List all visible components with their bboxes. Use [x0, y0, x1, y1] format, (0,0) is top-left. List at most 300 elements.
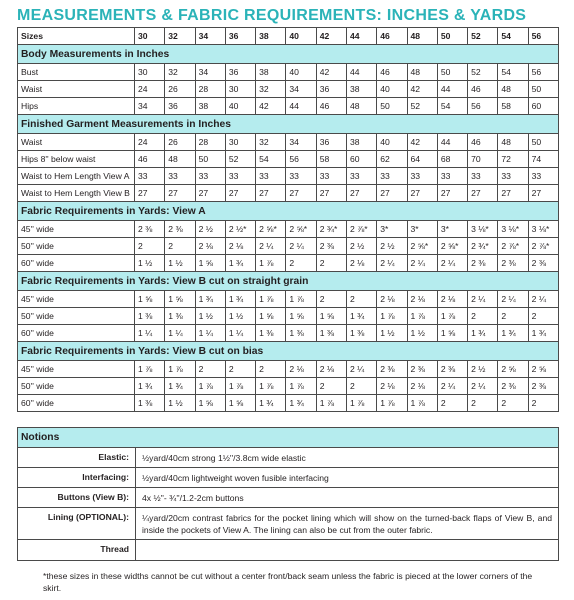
row-label: 60'' wide	[18, 395, 135, 412]
table-cell: 1 ⅝	[195, 255, 225, 272]
table-cell: 2	[346, 291, 376, 308]
table-cell: 2	[528, 308, 558, 325]
table-cell: 1 ⅞	[437, 308, 467, 325]
notion-value: ¼yard/20cm contrast fabrics for the pocket lining which will show on the turned-back flaps of View B, and inside the pockets of View A. The lining can also be cut from the outer fabric.	[136, 508, 559, 540]
table-cell: 33	[195, 168, 225, 185]
row-label: Hips	[18, 98, 135, 115]
table-cell: 36	[316, 134, 346, 151]
table-cell: 2 ⅝*	[286, 221, 316, 238]
table-cell: 27	[195, 185, 225, 202]
table-cell: 1 ⅞	[165, 361, 195, 378]
table-cell: 46	[316, 98, 346, 115]
table-cell: 1 ⅞	[407, 308, 437, 325]
table-cell: 2	[316, 378, 346, 395]
row-label: 60'' wide	[18, 255, 135, 272]
table-row	[18, 378, 559, 395]
table-cell: 33	[286, 168, 316, 185]
table-cell: 1 ¾	[256, 395, 286, 412]
table-cell: 1 ⅝	[316, 308, 346, 325]
table-cell: 24	[135, 134, 165, 151]
table-cell: 64	[407, 151, 437, 168]
table-cell: 33	[377, 168, 407, 185]
table-cell: 1 ½	[407, 325, 437, 342]
size-column-header: 34	[195, 28, 225, 45]
notion-row	[18, 448, 559, 468]
table-cell: 2 ½	[195, 221, 225, 238]
table-cell: 2 ¼	[286, 238, 316, 255]
table-cell: 50	[377, 98, 407, 115]
table-cell: 1 ¾	[468, 325, 498, 342]
size-column-header: 36	[225, 28, 255, 45]
table-cell: 42	[407, 81, 437, 98]
row-label: 45'' wide	[18, 291, 135, 308]
table-cell: 52	[468, 64, 498, 81]
table-cell: 3*	[437, 221, 467, 238]
table-cell: 33	[346, 168, 376, 185]
section-header-row	[18, 272, 559, 291]
table-cell: 1 ½	[377, 325, 407, 342]
section-title: Fabric Requirements in Yards: View A	[18, 202, 559, 221]
sizes-header-row	[18, 28, 559, 45]
table-cell: 58	[316, 151, 346, 168]
notion-row	[18, 540, 559, 561]
size-column-header: 54	[498, 28, 528, 45]
table-cell: 1 ¾	[195, 291, 225, 308]
table-cell: 1 ⅝	[256, 308, 286, 325]
row-label: Waist	[18, 81, 135, 98]
table-cell: 2 ¼	[498, 291, 528, 308]
table-cell: 2	[498, 308, 528, 325]
table-cell: 33	[256, 168, 286, 185]
table-cell: 1 ⅞	[256, 291, 286, 308]
table-cell: 2 ¼	[468, 291, 498, 308]
table-cell: 33	[135, 168, 165, 185]
table-cell: 40	[286, 64, 316, 81]
table-cell: 27	[407, 185, 437, 202]
table-cell: 27	[316, 185, 346, 202]
table-cell: 50	[528, 81, 558, 98]
table-cell: 48	[498, 81, 528, 98]
table-cell: 1 ⅝	[437, 325, 467, 342]
table-cell: 72	[498, 151, 528, 168]
size-column-header: 38	[256, 28, 286, 45]
table-cell: 1 ⅝	[286, 308, 316, 325]
table-cell: 1 ⅜	[286, 325, 316, 342]
table-row	[18, 98, 559, 115]
table-cell: 38	[195, 98, 225, 115]
table-cell: 2 ¼	[377, 255, 407, 272]
table-cell: 33	[407, 168, 437, 185]
table-cell: 46	[468, 134, 498, 151]
table-row	[18, 151, 559, 168]
table-cell: 2 ⅜	[165, 221, 195, 238]
table-row	[18, 168, 559, 185]
notion-value: ½yard/40cm lightweight woven fusible interfacing	[136, 468, 559, 488]
table-cell: 34	[286, 81, 316, 98]
table-cell: 54	[498, 64, 528, 81]
section-header-row	[18, 342, 559, 361]
table-cell: 2 ¼	[437, 255, 467, 272]
notion-value	[136, 540, 559, 561]
size-column-header: 40	[286, 28, 316, 45]
table-cell: 1 ¾	[498, 325, 528, 342]
table-cell: 1 ½	[165, 255, 195, 272]
table-cell: 38	[256, 64, 286, 81]
sizes-header-label: Sizes	[18, 28, 135, 45]
table-cell: 2 ¼	[407, 255, 437, 272]
table-cell: 1 ¾	[346, 308, 376, 325]
table-cell: 2 ⅝*	[437, 238, 467, 255]
table-cell: 1 ⅞	[377, 395, 407, 412]
table-cell: 1 ¾	[135, 378, 165, 395]
table-cell: 1 ½	[165, 395, 195, 412]
notion-label: Elastic:	[18, 448, 136, 468]
table-row	[18, 361, 559, 378]
section-title: Body Measurements in Inches	[18, 45, 559, 64]
table-cell: 1 ⅞	[225, 378, 255, 395]
table-cell: 3*	[407, 221, 437, 238]
table-cell: 2 ½	[377, 238, 407, 255]
table-cell: 44	[346, 64, 376, 81]
table-cell: 48	[346, 98, 376, 115]
table-cell: 54	[437, 98, 467, 115]
table-cell: 46	[377, 64, 407, 81]
table-cell: 1 ¾	[528, 325, 558, 342]
table-cell: 2 ⅜	[437, 361, 467, 378]
table-cell: 2 ⅛	[437, 291, 467, 308]
row-label: Waist	[18, 134, 135, 151]
table-cell: 3 ⅛*	[528, 221, 558, 238]
table-cell: 27	[528, 185, 558, 202]
table-cell: 3 ⅛*	[468, 221, 498, 238]
notions-table	[17, 427, 559, 561]
table-cell: 50	[195, 151, 225, 168]
table-row	[18, 325, 559, 342]
table-cell: 2 ⅛	[286, 361, 316, 378]
table-cell: 2 ¼	[437, 378, 467, 395]
table-cell: 1 ¼	[135, 325, 165, 342]
table-cell: 2	[195, 361, 225, 378]
table-cell: 58	[498, 98, 528, 115]
table-cell: 2	[316, 291, 346, 308]
table-cell: 27	[256, 185, 286, 202]
table-cell: 2 ⅞*	[498, 238, 528, 255]
table-cell: 48	[498, 134, 528, 151]
table-cell: 2 ⅝	[528, 361, 558, 378]
table-cell: 3*	[377, 221, 407, 238]
table-cell: 2	[256, 361, 286, 378]
size-column-header: 56	[528, 28, 558, 45]
table-cell: 1 ⅝	[165, 291, 195, 308]
table-cell: 1 ¼	[165, 325, 195, 342]
table-cell: 2 ⅜	[135, 221, 165, 238]
table-cell: 28	[195, 81, 225, 98]
table-cell: 46	[468, 81, 498, 98]
table-cell: 2	[225, 361, 255, 378]
notion-value: 4x ½''- ¾''/1.2-2cm buttons	[136, 488, 559, 508]
table-cell: 27	[437, 185, 467, 202]
table-cell: 2 ¼	[256, 238, 286, 255]
page-title: MEASUREMENTS & FABRIC REQUIREMENTS: INCHES & YARDS	[17, 7, 527, 24]
table-cell: 2	[165, 238, 195, 255]
table-cell: 2 ⅝	[498, 361, 528, 378]
size-column-header: 32	[165, 28, 195, 45]
table-cell: 2 ⅛	[316, 361, 346, 378]
table-cell: 2 ⅜	[498, 378, 528, 395]
table-cell: 33	[165, 168, 195, 185]
size-column-header: 52	[468, 28, 498, 45]
size-column-header: 46	[377, 28, 407, 45]
table-row	[18, 395, 559, 412]
table-cell: 2 ⅜	[528, 378, 558, 395]
table-cell: 46	[135, 151, 165, 168]
table-cell: 1 ¼	[225, 325, 255, 342]
table-cell: 2 ¼	[528, 291, 558, 308]
table-row	[18, 81, 559, 98]
table-cell: 52	[225, 151, 255, 168]
table-cell: 27	[346, 185, 376, 202]
table-cell: 1 ⅞	[135, 361, 165, 378]
table-cell: 42	[316, 64, 346, 81]
table-cell: 33	[225, 168, 255, 185]
size-column-header: 48	[407, 28, 437, 45]
size-column-header: 44	[346, 28, 376, 45]
table-cell: 56	[286, 151, 316, 168]
section-title: Finished Garment Measurements in Inches	[18, 115, 559, 134]
row-label: 50'' wide	[18, 308, 135, 325]
table-cell: 50	[528, 134, 558, 151]
table-cell: 24	[135, 81, 165, 98]
table-cell: 1 ¾	[286, 395, 316, 412]
table-cell: 56	[468, 98, 498, 115]
table-cell: 1 ⅞	[195, 378, 225, 395]
table-cell: 3 ⅛*	[498, 221, 528, 238]
table-cell: 44	[437, 134, 467, 151]
table-row	[18, 255, 559, 272]
notions-header-row	[18, 428, 559, 448]
notion-label: Buttons (View B):	[18, 488, 136, 508]
table-cell: 1 ⅝	[135, 291, 165, 308]
table-cell: 2	[286, 255, 316, 272]
notion-row	[18, 488, 559, 508]
table-cell: 2 ⅛	[195, 238, 225, 255]
table-row	[18, 221, 559, 238]
table-cell: 44	[286, 98, 316, 115]
table-cell: 1 ⅝	[225, 395, 255, 412]
table-cell: 33	[437, 168, 467, 185]
table-cell: 33	[468, 168, 498, 185]
table-cell: 1 ⅝	[195, 395, 225, 412]
table-cell: 2 ⅛	[407, 378, 437, 395]
table-cell: 1 ⅞	[286, 378, 316, 395]
table-cell: 2 ⅜	[316, 238, 346, 255]
section-header-row	[18, 45, 559, 64]
table-cell: 36	[225, 64, 255, 81]
table-cell: 2 ⅜	[498, 255, 528, 272]
table-cell: 40	[377, 134, 407, 151]
table-cell: 54	[256, 151, 286, 168]
table-cell: 52	[407, 98, 437, 115]
table-cell: 1 ⅞	[256, 255, 286, 272]
table-cell: 2	[316, 255, 346, 272]
table-cell: 1 ⅜	[256, 325, 286, 342]
table-cell: 27	[225, 185, 255, 202]
table-cell: 50	[437, 64, 467, 81]
notion-value: ½yard/40cm strong 1½''/3.8cm wide elastic	[136, 448, 559, 468]
table-cell: 1 ⅜	[346, 325, 376, 342]
table-cell: 1 ¾	[225, 291, 255, 308]
row-label: 45'' wide	[18, 221, 135, 238]
table-cell: 1 ¼	[195, 325, 225, 342]
table-row	[18, 134, 559, 151]
table-cell: 30	[225, 81, 255, 98]
table-cell: 2 ¼	[468, 378, 498, 395]
table-cell: 56	[528, 64, 558, 81]
table-cell: 60	[528, 98, 558, 115]
table-row	[18, 308, 559, 325]
table-cell: 2 ¾*	[468, 238, 498, 255]
table-cell: 2 ½*	[225, 221, 255, 238]
notion-label: Interfacing:	[18, 468, 136, 488]
table-cell: 74	[528, 151, 558, 168]
row-label: 50'' wide	[18, 378, 135, 395]
table-cell: 42	[256, 98, 286, 115]
table-cell: 62	[377, 151, 407, 168]
table-cell: 2	[468, 308, 498, 325]
table-cell: 1 ½	[135, 255, 165, 272]
row-label: Bust	[18, 64, 135, 81]
table-cell: 2 ¼	[346, 361, 376, 378]
table-row	[18, 64, 559, 81]
table-cell: 38	[346, 134, 376, 151]
table-cell: 2 ⅝*	[256, 221, 286, 238]
table-cell: 2 ⅝*	[407, 238, 437, 255]
table-cell: 42	[407, 134, 437, 151]
table-cell: 28	[195, 134, 225, 151]
table-cell: 1 ⅞	[316, 395, 346, 412]
table-cell: 2 ¾*	[316, 221, 346, 238]
table-cell: 2 ⅛	[225, 238, 255, 255]
table-cell: 1 ⅞	[407, 395, 437, 412]
table-cell: 33	[528, 168, 558, 185]
table-cell: 1 ¾	[165, 378, 195, 395]
size-column-header: 30	[135, 28, 165, 45]
table-cell: 2 ⅛	[407, 291, 437, 308]
table-cell: 26	[165, 81, 195, 98]
table-cell: 40	[377, 81, 407, 98]
table-cell: 2 ⅜	[407, 361, 437, 378]
table-cell: 34	[286, 134, 316, 151]
table-cell: 34	[135, 98, 165, 115]
notion-row	[18, 468, 559, 488]
table-cell: 33	[316, 168, 346, 185]
table-cell: 1 ⅞	[256, 378, 286, 395]
table-cell: 2	[498, 395, 528, 412]
table-cell: 2 ⅜	[528, 255, 558, 272]
table-cell: 34	[195, 64, 225, 81]
section-title: Fabric Requirements in Yards: View B cut on straight grain	[18, 272, 559, 291]
row-label: 45'' wide	[18, 361, 135, 378]
table-cell: 70	[468, 151, 498, 168]
table-cell: 1 ⅞	[377, 308, 407, 325]
size-column-header: 42	[316, 28, 346, 45]
table-cell: 27	[135, 185, 165, 202]
table-row	[18, 185, 559, 202]
table-cell: 2	[468, 395, 498, 412]
row-label: Waist to Hem Length View B	[18, 185, 135, 202]
table-cell: 1 ¾	[225, 255, 255, 272]
section-header-row	[18, 202, 559, 221]
table-cell: 32	[256, 134, 286, 151]
row-label: 50'' wide	[18, 238, 135, 255]
table-cell: 30	[135, 64, 165, 81]
table-cell: 60	[346, 151, 376, 168]
notion-row	[18, 508, 559, 540]
table-cell: 27	[498, 185, 528, 202]
table-cell: 68	[437, 151, 467, 168]
table-cell: 26	[165, 134, 195, 151]
table-cell: 1 ⅞	[346, 395, 376, 412]
size-column-header: 50	[437, 28, 467, 45]
table-cell: 32	[256, 81, 286, 98]
table-cell: 1 ⅞	[286, 291, 316, 308]
table-cell: 2	[346, 378, 376, 395]
table-cell: 36	[316, 81, 346, 98]
table-cell: 40	[225, 98, 255, 115]
table-cell: 33	[498, 168, 528, 185]
measurements-table	[17, 27, 559, 412]
table-cell: 27	[377, 185, 407, 202]
table-cell: 48	[407, 64, 437, 81]
table-cell: 2 ⅛	[377, 378, 407, 395]
table-cell: 2	[437, 395, 467, 412]
notion-label: Lining (OPTIONAL):	[18, 508, 136, 540]
table-cell: 2 ⅞*	[528, 238, 558, 255]
table-cell: 30	[225, 134, 255, 151]
section-header-row	[18, 115, 559, 134]
table-cell: 27	[286, 185, 316, 202]
table-cell: 1 ⅜	[316, 325, 346, 342]
table-cell: 32	[165, 64, 195, 81]
table-cell: 2 ⅜	[377, 361, 407, 378]
notions-title: Notions	[18, 428, 559, 448]
table-cell: 27	[468, 185, 498, 202]
table-cell: 2 ⅜	[468, 255, 498, 272]
table-cell: 1 ½	[195, 308, 225, 325]
table-cell: 1 ⅜	[135, 395, 165, 412]
table-cell: 2	[135, 238, 165, 255]
row-label: 60'' wide	[18, 325, 135, 342]
table-cell: 38	[346, 81, 376, 98]
table-row	[18, 238, 559, 255]
table-cell: 2 ⅛	[346, 255, 376, 272]
table-cell: 44	[437, 81, 467, 98]
table-cell: 1 ⅜	[135, 308, 165, 325]
table-cell: 1 ⅜	[165, 308, 195, 325]
table-cell: 2 ⅛	[377, 291, 407, 308]
row-label: Hips 8'' below waist	[18, 151, 135, 168]
table-cell: 27	[165, 185, 195, 202]
table-cell: 2 ½	[468, 361, 498, 378]
notion-label: Thread	[18, 540, 136, 561]
footnote: *these sizes in these widths cannot be cut without a center front/back seam unless the fabric is pieced at the lower corners of the skirt.	[43, 571, 533, 593]
row-label: Waist to Hem Length View A	[18, 168, 135, 185]
table-cell: 1 ½	[225, 308, 255, 325]
table-cell: 48	[165, 151, 195, 168]
table-cell: 2	[528, 395, 558, 412]
section-title: Fabric Requirements in Yards: View B cut on bias	[18, 342, 559, 361]
table-row	[18, 291, 559, 308]
